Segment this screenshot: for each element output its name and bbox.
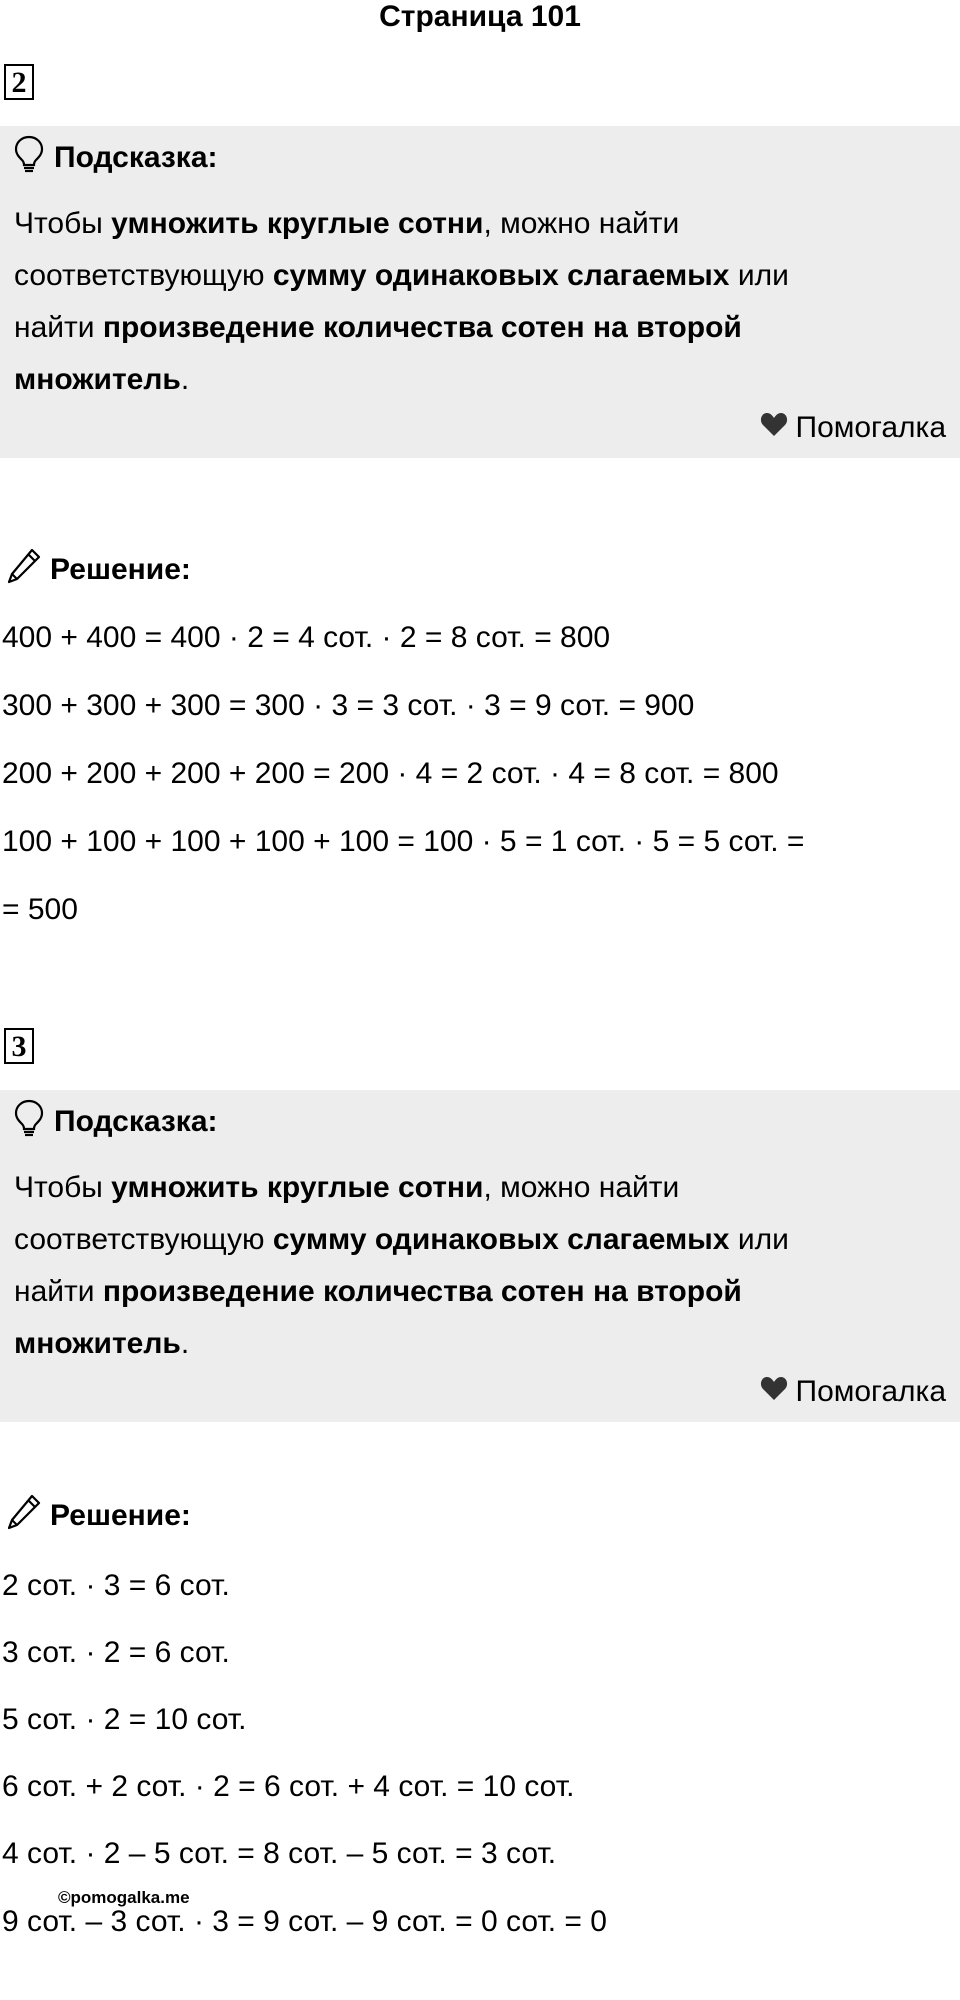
hint-text-bold: множитель [14,1327,181,1360]
hint-text-bold: сумму одинаковых слагаемых [272,259,730,292]
hint-header [14,138,218,178]
hint-text-part: , можно найти [483,1171,680,1204]
hint-text-bold: умножить круглые сотни [111,207,484,240]
solution-line: 3 сот. · 2 = 6 сот. [2,1636,230,1669]
solution-line: 6 сот. + 2 сот. · 2 = 6 сот. + 4 сот. = 10 сот. [2,1770,575,1803]
page-title: Страница 101 [379,0,581,33]
task-number-2: 2 [4,64,34,100]
hint-text-part: найти [14,311,103,344]
hint-box-task-2 [0,126,960,458]
hint-box-task-3 [0,1090,960,1422]
hint-brand: Помогалка [795,1375,946,1408]
hint-title: Подсказка: [54,1105,218,1138]
hint-text-part: Чтобы [14,207,112,240]
solution-title: Решение: [50,553,191,586]
hint-text-bold: множитель [14,363,181,396]
hint-text-part: , можно найти [483,207,680,240]
lightbulb-icon [14,1099,44,1145]
watermark: ©pomogalka.me [58,1888,190,1907]
task-number-3: 3 [4,1028,34,1064]
hint-text-part: . [180,363,190,396]
hint-text-part: или [729,1223,789,1256]
solution-line: = 500 [2,893,78,926]
lightbulb-icon [14,135,44,181]
hint-text-part: соответствующую [14,1223,273,1256]
hint-text-bold: произведение количества сотен на второй [102,311,742,344]
solution-line: 200 + 200 + 200 + 200 = 200 · 4 = 2 сот. · 4 = 8 сот. = 800 [2,757,779,790]
hint-text [14,1162,914,1370]
solution-line: 2 сот. · 3 = 6 сот. [2,1569,230,1602]
solution-header-task-2 [6,548,191,592]
hint-text-bold: сумму одинаковых слагаемых [272,1223,730,1256]
hint-footer [760,1372,947,1412]
hint-text-part: Чтобы [14,1171,112,1204]
solution-line: 300 + 300 + 300 = 300 · 3 = 3 сот. · 3 = 9 сот. = 900 [2,689,695,722]
hint-title: Подсказка: [54,141,218,174]
hint-text [14,198,914,406]
hint-footer [760,408,947,448]
solution-title: Решение: [50,1499,191,1532]
solution-line: 100 + 100 + 100 + 100 + 100 = 100 · 5 = 1 сот. · 5 = 5 сот. = [2,825,805,858]
hint-text-part: или [729,259,789,292]
solution-header-task-3 [6,1494,191,1538]
solution-line: 5 сот. · 2 = 10 сот. [2,1703,247,1736]
hint-text-part: . [180,1327,190,1360]
solution-line: 9 сот. – 3 сот. · 3 = 9 сот. – 9 сот. = 0 сот. = 0 [2,1905,607,1938]
heart-icon [760,411,788,445]
hint-text-bold: умножить круглые сотни [111,1171,484,1204]
pencil-icon [6,547,42,593]
hint-text-part: соответствующую [14,259,273,292]
hint-text-bold: произведение количества сотен на второй [102,1275,742,1308]
solution-line: 4 сот. · 2 – 5 сот. = 8 сот. – 5 сот. = 3 сот. [2,1837,557,1870]
solution-line: 400 + 400 = 400 · 2 = 4 сот. · 2 = 8 сот. = 800 [2,621,611,654]
pencil-icon [6,1493,42,1539]
hint-text-part: найти [14,1275,103,1308]
hint-brand: Помогалка [795,411,946,444]
hint-header [14,1102,218,1142]
heart-icon [760,1375,788,1409]
